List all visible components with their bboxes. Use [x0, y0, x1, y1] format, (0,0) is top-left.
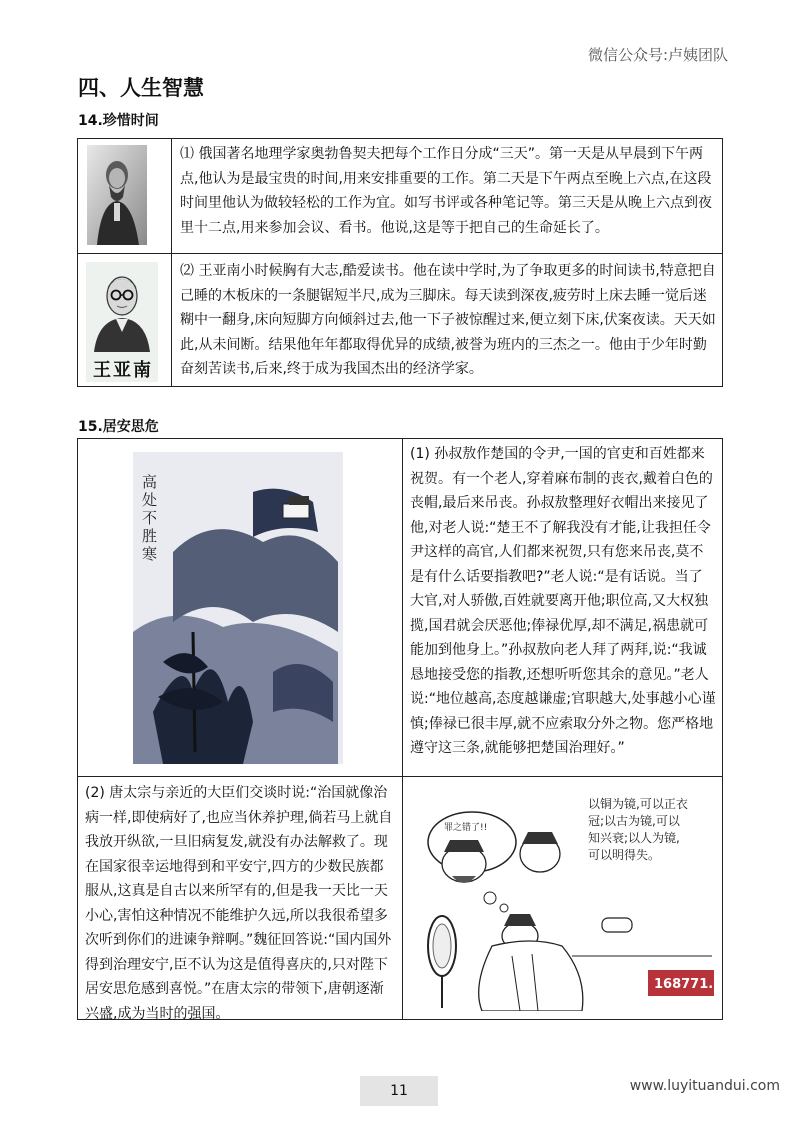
source-label: 微信公众号:卢姨团队 — [587, 46, 728, 64]
story-text: ⑵ 王亚南小时候胸有大志,酷爱读书。他在读中学时,为了争取更多的时间读书,特意把自己睡的木板床的一条腿锯短半尺,成为三脚床。每天读到深夜,疲劳时上床去睡一觉后迷糊中一翻身,床向短脚方向倾斜过去,他一下子被惊醒过来,便立刻下床,伏案夜读。天天如此,从未间断。结果他年年都取得优异的成绩,被誉为班内的三杰之一。他由于少年时勤奋刻苦读书,后来,终于成为我国杰出的经济学家。 — [180, 263, 716, 377]
table-divider-row — [77, 253, 723, 254]
ink-painting-image — [133, 452, 343, 764]
cartoon-speech-line: 以铜为镜,可以正衣 — [588, 797, 688, 811]
section-title: 四、人生智慧 — [78, 76, 204, 100]
cartoon-speech-small: 罪之错了!! — [444, 823, 488, 833]
subsection-title-14: 14.珍惜时间 — [78, 113, 159, 129]
portrait-caption: 王亚南 — [93, 360, 153, 381]
cartoon-speech-line: 知兴衰;以人为镜, — [588, 831, 680, 845]
emperor-cartoon-image — [412, 786, 717, 1011]
cartoon-speech-line: 可以明得失。 — [588, 848, 661, 862]
table-divider-row — [77, 776, 723, 777]
page-number: 11 — [360, 1076, 438, 1106]
table-divider-col — [171, 138, 172, 387]
story-text: ⑴ 俄国著名地理学家奥勃鲁契夫把每个工作日分成“三天”。第一天是从早晨到下午两点,他认为是最宝贵的时间,用来安排重要的工作。第二天是下午两点至晚上六点,在这段时间里他认为做较轻松的工作为宜。如写书评或各种笔记等。第三天是从晚上六点到夜里十二点,用来参加会议、看书。他说,这是等于把自己的生命延长了。 — [180, 146, 712, 236]
subsection-title-15: 15.居安思危 — [78, 419, 159, 435]
footer-url[interactable]: www.luyituandui.com — [629, 1078, 780, 1094]
cartoon-speech-line: 冠;以古为镜,可以 — [588, 814, 680, 828]
cartoon-tag: 168771. — [654, 977, 714, 992]
story-text: (1) 孙叔敖作楚国的令尹,一国的官吏和百姓都来祝贺。有一个老人,穿着麻布制的丧衣,戴着白色的丧帽,最后来吊丧。孙叔敖整理好衣帽出来接见了他,对老人说:“楚王不了解我没有才能,让我担任令尹这样的高官,人们都来祝贺,只有您来吊丧,莫不是有什么话要指教吧?”老人说:“是有话说。当了大官,对人骄傲,百姓就要离开他;职位高,又大权独揽,国君就会厌恶他;俸禄优厚,却不满足,祸患就可能加到他身上。”孙叔敖向老人拜了两拜,说:“我诚恳地接受您的指教,还想听听您其余的意见。”老人说:“地位越高,态度越谦虚;官职越大,处事越小心谨慎;俸禄已很丰厚,就不应索取分外之物。您严格地遵守这三条,就能够把楚国治理好。” — [410, 446, 716, 756]
story-text: (2) 唐太宗与亲近的大臣们交谈时说:“治国就像治病一样,即使病好了,也应当休养护理,倘若马上就自我放开纵欲,一旦旧病复发,就没有办法解救了。现在国家很幸运地得到和平安宁,四方的少数民族都服从,这真是自古以来所罕有的,但是我一天比一天小心,害怕这种情况不能维护久远,所以我很希望多次听到你们的进谏争辩啊。”魏征回答说:“国内国外得到治理安宁,臣不认为这是值得喜庆的,只对陛下居安思危感到喜悦。”在唐太宗的带领下,唐朝逐渐兴盛,成为当时的强国。 — [85, 785, 393, 1022]
portrait-obruchev-image — [87, 145, 147, 245]
calligraphy-text: 高处不胜寒 — [140, 474, 158, 564]
table-divider-col — [402, 438, 403, 1020]
